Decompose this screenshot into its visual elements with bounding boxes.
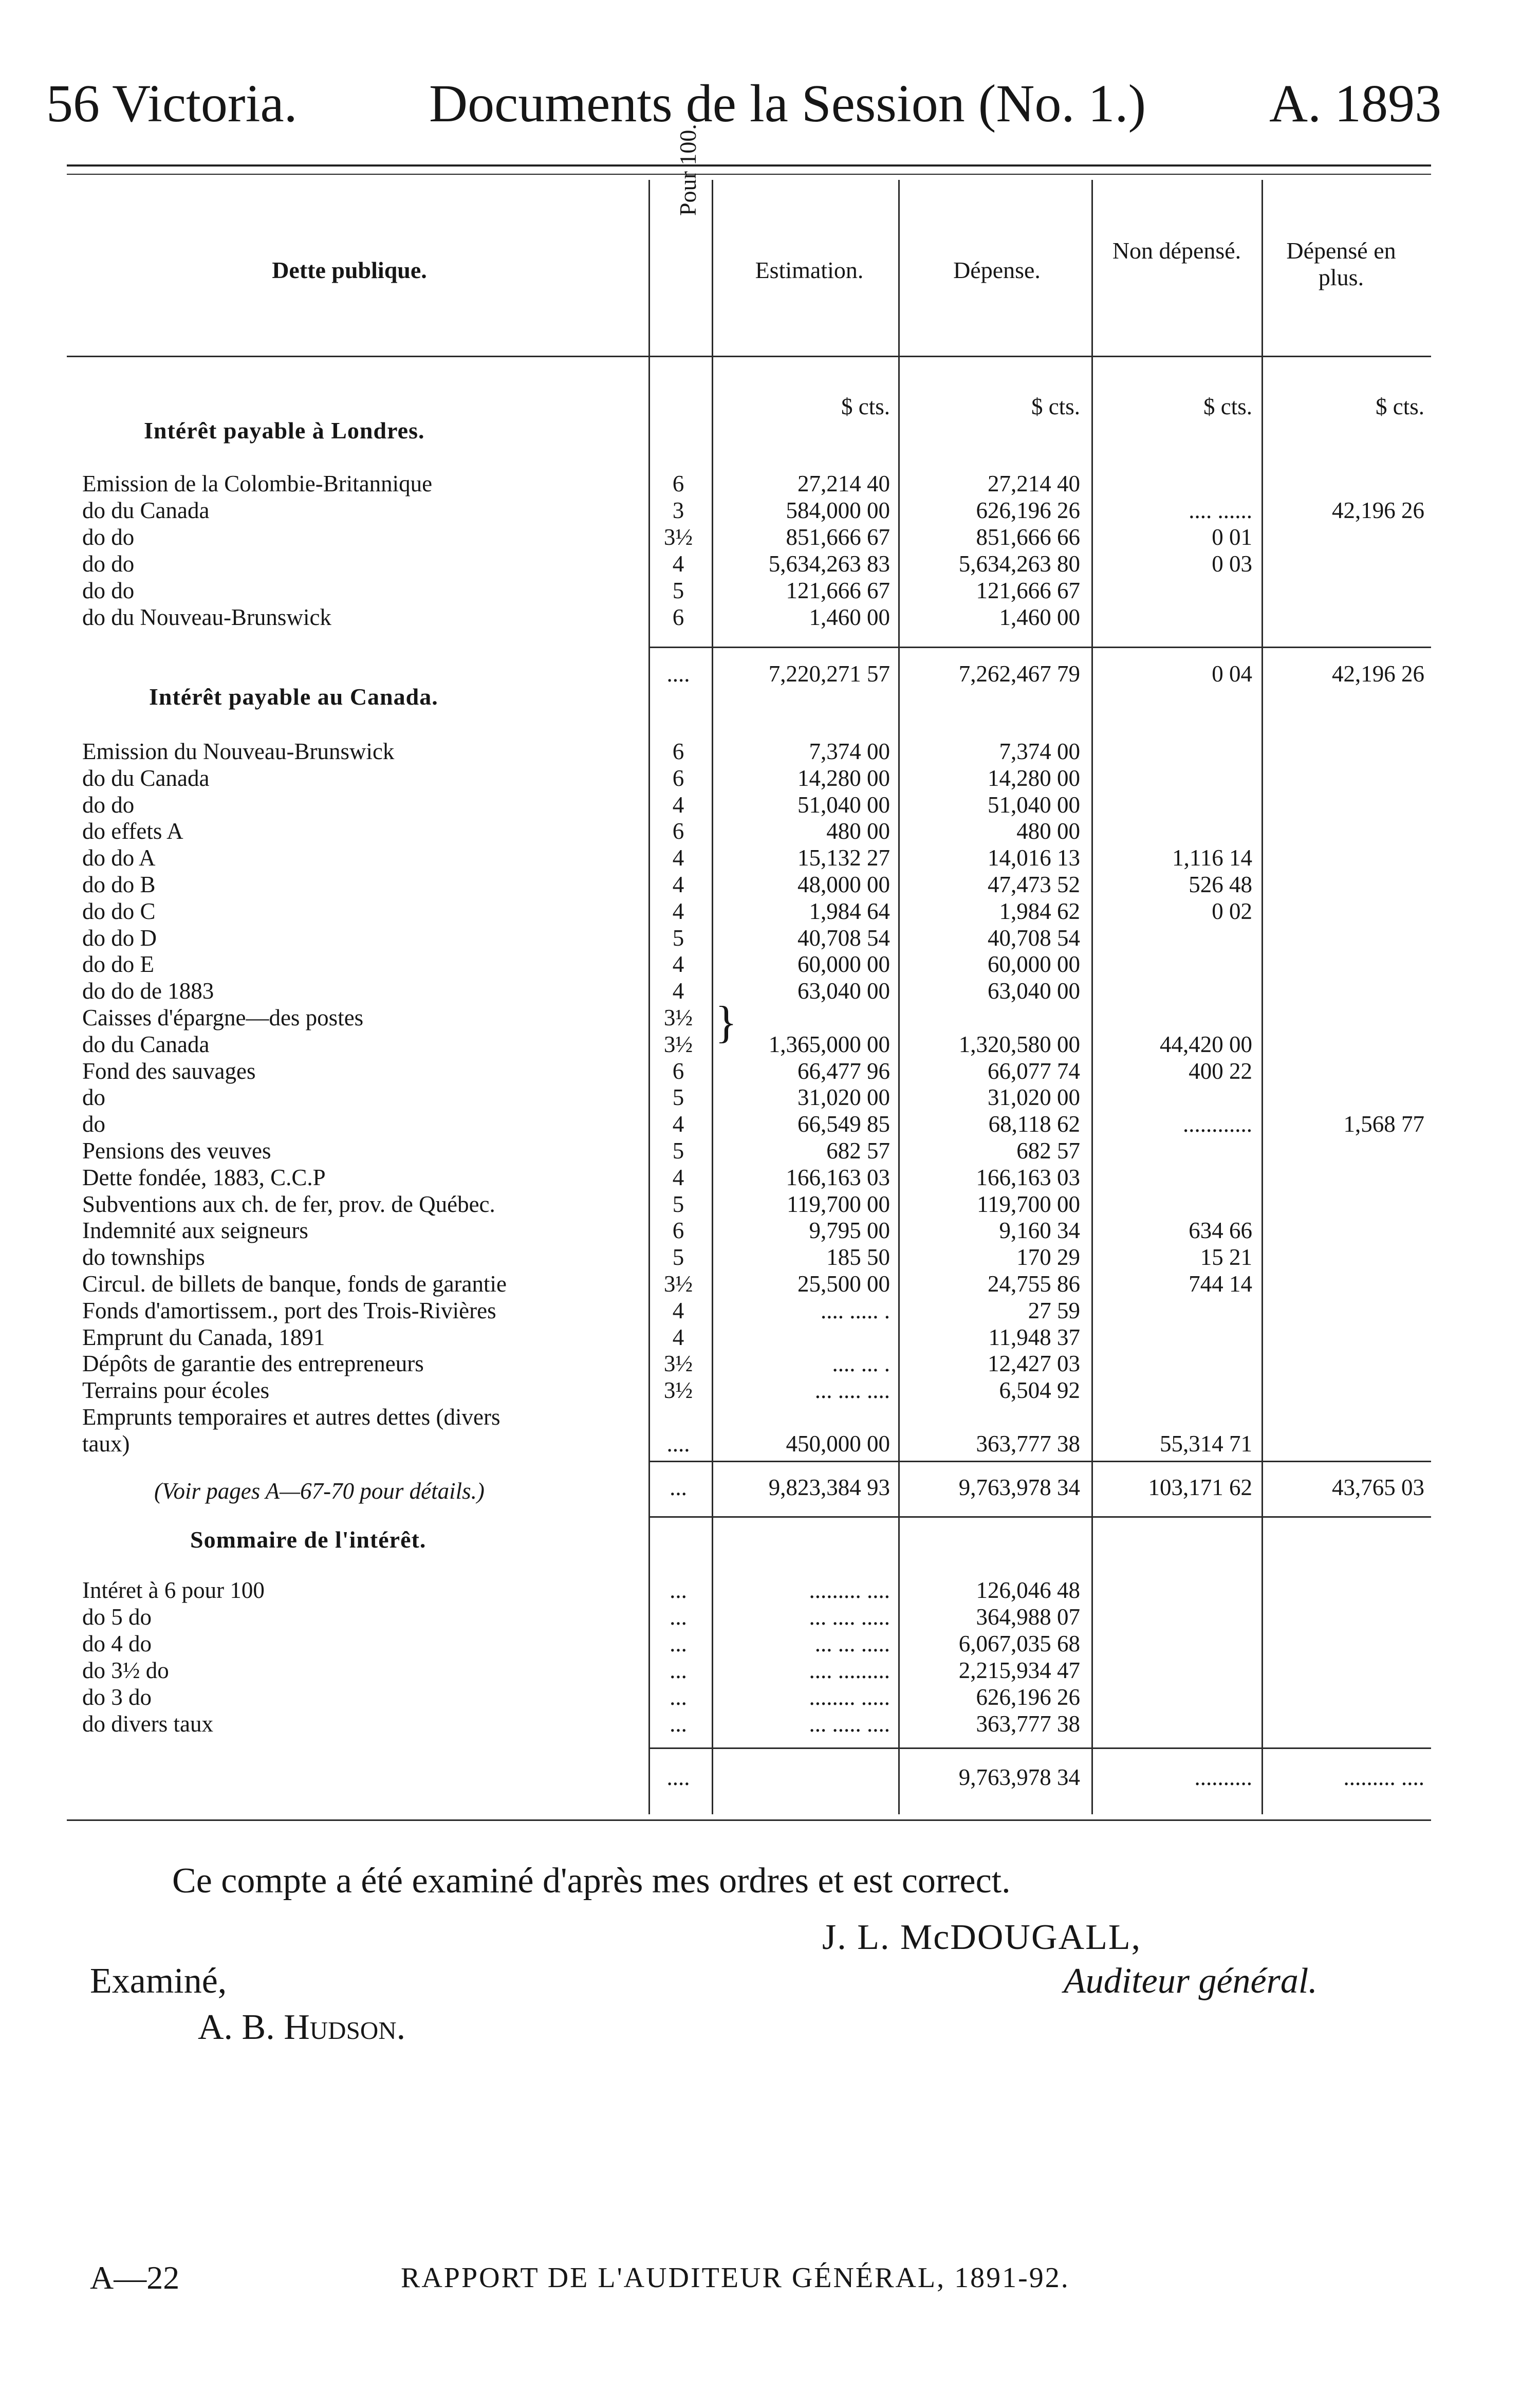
row-overspent: 42,196 26 <box>1332 661 1424 687</box>
row-rate: 6 <box>672 1058 684 1084</box>
row-unspent: 744 14 <box>1189 1271 1252 1297</box>
row-label: do du Canada <box>82 498 210 523</box>
table-row <box>0 738 1540 765</box>
unit-estimate: $ cts. <box>841 394 890 419</box>
table-row <box>0 1324 1540 1351</box>
row-estimate: ... ..... .... <box>809 1711 890 1737</box>
row-unspent: 1,116 14 <box>1172 845 1252 871</box>
table-row <box>0 1217 1540 1244</box>
row-unspent: .......... <box>1194 1764 1252 1790</box>
row-spent: 6,067,035 68 <box>958 1631 1080 1656</box>
row-rate: .... <box>666 661 690 687</box>
row-overspent: 43,765 03 <box>1332 1475 1424 1500</box>
header-session: 56 Victoria. <box>46 74 298 133</box>
row-estimate: 682 57 <box>826 1138 890 1164</box>
row-label: do do <box>82 551 135 577</box>
unit-overspent: $ cts. <box>1376 394 1424 419</box>
header-year: A. 1893 <box>1269 74 1442 133</box>
col-header-overspent: Dépensé en plus. <box>1286 237 1396 290</box>
row-estimate: 119,700 00 <box>787 1191 890 1217</box>
col-header-label: Dette publique. <box>272 257 427 283</box>
row-spent: 27 59 <box>1028 1297 1080 1323</box>
table-row <box>0 1604 1540 1630</box>
row-estimate: 9,795 00 <box>809 1218 890 1244</box>
row-spent: 5,634,263 80 <box>958 551 1080 577</box>
table-row <box>0 470 1540 497</box>
row-label: Fonds d'amortissem., port des Trois-Rivières <box>82 1297 496 1323</box>
row-estimate: ... .... ..... <box>809 1604 890 1630</box>
table-row <box>0 1111 1540 1137</box>
row-spent: 9,160 34 <box>999 1218 1080 1244</box>
row-rate: 6 <box>672 739 684 764</box>
row-estimate: 66,549 85 <box>797 1111 890 1137</box>
row-rate: ... <box>670 1684 687 1710</box>
table-row <box>0 791 1540 818</box>
table-row <box>0 898 1540 925</box>
row-label: do du Canada <box>82 765 210 791</box>
section-canada-title: Intérêt payable au Canada. <box>149 684 438 710</box>
table-row <box>0 497 1540 524</box>
row-spent: 6,504 92 <box>999 1377 1080 1404</box>
canada-total-bottom-rule <box>648 1516 1431 1518</box>
row-spent: 480 00 <box>1016 818 1080 844</box>
table-row <box>0 1164 1540 1191</box>
table-row <box>0 1577 1540 1604</box>
row-rate: 5 <box>672 578 684 603</box>
row-spent: 14,280 00 <box>988 765 1080 791</box>
row-label: Emission de la Colombie-Britannique <box>82 471 433 496</box>
row-label: do 4 do <box>82 1631 152 1656</box>
row-rate: 6 <box>672 765 684 791</box>
row-unspent: 400 22 <box>1189 1058 1252 1084</box>
col-header-rate: Pour 100. <box>675 124 701 216</box>
footer-page-number: A—22 <box>90 2259 180 2296</box>
row-label: do effets A <box>82 818 183 844</box>
row-spent: 1,460 00 <box>999 604 1080 630</box>
row-spent: 364,988 07 <box>976 1604 1080 1630</box>
london-total-rule <box>648 647 1431 648</box>
table-row <box>0 1657 1540 1684</box>
table-row <box>0 1244 1540 1271</box>
row-rate: ... <box>670 1475 687 1500</box>
row-spent: 121,666 67 <box>976 578 1080 603</box>
row-rate: 3½ <box>663 1031 693 1057</box>
table-row <box>0 1377 1540 1404</box>
row-label: do du Nouveau-Brunswick <box>82 604 331 630</box>
row-estimate: ........ ..... <box>809 1684 890 1710</box>
row-estimate: 60,000 00 <box>797 951 890 978</box>
row-spent: 14,016 13 <box>988 845 1080 871</box>
row-label: do do <box>82 791 135 818</box>
table-row <box>0 550 1540 577</box>
row-spent: 12,427 03 <box>988 1351 1080 1377</box>
row-label: taux) <box>82 1430 130 1457</box>
row-label: do 3 do <box>82 1684 152 1710</box>
signatory-name: J. L. McDOUGALL, <box>822 1918 1142 1957</box>
row-rate: .... <box>666 1430 690 1457</box>
row-rate: 3½ <box>663 1377 693 1404</box>
row-rate: 5 <box>672 1084 684 1111</box>
row-label: do do D <box>82 925 157 951</box>
row-rate: ... <box>670 1577 687 1603</box>
row-estimate: 584,000 00 <box>786 498 890 523</box>
row-estimate: 121,666 67 <box>786 578 890 603</box>
row-label: Circul. de billets de banque, fonds de garantie <box>82 1271 507 1297</box>
row-rate: ... <box>670 1604 687 1630</box>
row-rate: 6 <box>672 1218 684 1244</box>
row-overspent: ......... .... <box>1343 1764 1424 1790</box>
row-label: Fond des sauvages <box>82 1058 256 1084</box>
row-spent: 626,196 26 <box>976 498 1080 523</box>
row-spent: 60,000 00 <box>988 951 1080 978</box>
table-row <box>0 1004 1540 1031</box>
table-row <box>0 1404 1540 1430</box>
row-spent: 68,118 62 <box>988 1111 1080 1137</box>
row-estimate: 48,000 00 <box>797 872 890 897</box>
table-row <box>0 1084 1540 1111</box>
row-label: Intéret à 6 pour 100 <box>82 1577 265 1603</box>
table-row <box>0 577 1540 604</box>
row-label: Indemnité aux seigneurs <box>82 1218 308 1244</box>
table-row <box>0 818 1540 844</box>
row-estimate: .... ..... . <box>821 1297 890 1323</box>
row-rate: 3 <box>672 498 684 523</box>
header-title: Documents de la Session (No. 1.) <box>429 74 1146 133</box>
row-rate: .... <box>666 1764 690 1790</box>
row-estimate: 450,000 00 <box>786 1430 890 1457</box>
row-estimate: 27,214 40 <box>797 471 890 496</box>
section-london-title: Intérêt payable à Londres. <box>144 417 425 444</box>
row-rate: 4 <box>672 1324 684 1350</box>
row-estimate: 31,020 00 <box>797 1084 890 1111</box>
row-rate: 3½ <box>663 524 693 550</box>
row-unspent: 15 21 <box>1200 1244 1252 1271</box>
row-rate: 4 <box>672 872 684 897</box>
row-unspent: ............ <box>1183 1111 1252 1137</box>
table-row <box>0 524 1540 550</box>
section-summary-title: Sommaire de l'intérêt. <box>190 1526 426 1553</box>
row-unspent: 526 48 <box>1189 872 1252 897</box>
row-rate: 3½ <box>663 1271 693 1297</box>
table-row <box>0 1137 1540 1164</box>
row-estimate: 1,460 00 <box>809 604 890 630</box>
row-rate: 6 <box>672 818 684 844</box>
table-row <box>0 1710 1540 1737</box>
row-label: Emprunt du Canada, 1891 <box>82 1324 325 1350</box>
row-spent: 119,700 00 <box>977 1191 1080 1217</box>
table-row <box>0 1271 1540 1297</box>
table-row <box>0 1474 1540 1501</box>
row-estimate: 185 50 <box>826 1244 890 1271</box>
canada-total-rule <box>648 1461 1431 1462</box>
table-row <box>0 1684 1540 1710</box>
row-spent: 1,984 62 <box>999 898 1080 924</box>
row-estimate: .... ... . <box>832 1351 890 1377</box>
row-spent: 851,666 66 <box>976 524 1080 550</box>
col-header-unspent: Non dépensé. <box>1112 237 1241 264</box>
row-estimate: 1,984 64 <box>809 898 890 924</box>
row-spent: 7,262,467 79 <box>958 661 1080 687</box>
row-label: do du Canada <box>82 1031 210 1057</box>
col-header-estimate: Estimation. <box>755 257 864 283</box>
row-spent: 626,196 26 <box>976 1684 1080 1710</box>
row-rate: 3½ <box>663 1351 693 1377</box>
table-row <box>0 604 1540 631</box>
row-label: do divers taux <box>82 1711 213 1737</box>
row-spent: 31,020 00 <box>988 1084 1080 1111</box>
row-estimate: 166,163 03 <box>786 1164 890 1190</box>
row-rate: 5 <box>672 925 684 951</box>
row-unspent: .... ...... <box>1189 498 1252 523</box>
row-rate: 4 <box>672 1297 684 1323</box>
row-estimate: 63,040 00 <box>797 978 890 1004</box>
table-row <box>0 765 1540 791</box>
row-estimate: 14,280 00 <box>797 765 890 791</box>
row-unspent: 55,314 71 <box>1160 1430 1252 1457</box>
table-row <box>0 1297 1540 1324</box>
row-estimate: 851,666 67 <box>786 524 890 550</box>
row-label: Emprunts temporaires et autres dettes (divers <box>82 1404 500 1430</box>
voir-note: (Voir pages A—67-70 pour détails.) <box>154 1478 485 1504</box>
unit-spent: $ cts. <box>1031 394 1080 419</box>
row-rate: 4 <box>672 978 684 1004</box>
row-estimate: 1,365,000 00 <box>768 1031 890 1057</box>
row-unspent: 44,420 00 <box>1160 1031 1252 1057</box>
examined-label: Examiné, <box>90 1961 227 2001</box>
row-unspent: 0 02 <box>1212 898 1252 924</box>
row-label: Emission du Nouveau-Brunswick <box>82 739 395 764</box>
row-unspent: 634 66 <box>1189 1218 1252 1244</box>
certification-statement: Ce compte a été examiné d'après mes ordres et est correct. <box>172 1861 1011 1901</box>
row-rate: 5 <box>672 1191 684 1217</box>
row-label: Subventions aux ch. de fer, prov. de Québec. <box>82 1191 495 1217</box>
row-estimate: .... ......... <box>809 1658 890 1683</box>
row-rate: 3½ <box>663 1005 693 1030</box>
row-rate: 4 <box>672 551 684 577</box>
footer-report-title: RAPPORT DE L'AUDITEUR GÉNÉRAL, 1891-92. <box>401 2262 1070 2294</box>
row-overspent: 1,568 77 <box>1343 1111 1424 1137</box>
row-spent: 11,948 37 <box>988 1324 1080 1350</box>
row-spent: 170 29 <box>1016 1244 1080 1271</box>
row-label: Dette fondée, 1883, C.C.P <box>82 1164 326 1190</box>
table-row <box>0 1430 1540 1457</box>
row-label: Terrains pour écoles <box>82 1377 270 1404</box>
table-row <box>0 1031 1540 1058</box>
row-label: do do B <box>82 872 156 897</box>
row-spent: 166,163 03 <box>976 1164 1080 1190</box>
row-estimate: 66,477 96 <box>797 1058 890 1084</box>
table-row <box>0 1630 1540 1657</box>
row-spent: 27,214 40 <box>988 471 1080 496</box>
row-estimate: ......... .... <box>809 1577 890 1603</box>
row-overspent: 42,196 26 <box>1332 498 1424 523</box>
row-rate: 4 <box>672 1164 684 1190</box>
row-spent: 682 57 <box>1016 1138 1080 1164</box>
row-label: do do C <box>82 898 156 924</box>
row-estimate: 5,634,263 83 <box>768 551 890 577</box>
signatory-title: Auditeur général. <box>1064 1961 1318 2001</box>
col-header-spent: Dépense. <box>953 257 1041 283</box>
row-label: Pensions des veuves <box>82 1138 271 1164</box>
row-rate: ... <box>670 1631 687 1656</box>
row-label: do <box>82 1084 105 1111</box>
table-row <box>0 951 1540 978</box>
row-label: do townships <box>82 1244 205 1271</box>
row-label: do do <box>82 578 135 603</box>
row-estimate: ... .... .... <box>814 1377 890 1404</box>
row-rate: 4 <box>672 951 684 978</box>
examiner-name: A. B. Hudson. <box>198 2008 406 2047</box>
row-rate: ... <box>670 1711 687 1737</box>
row-label: do do <box>82 524 135 550</box>
row-unspent: 0 04 <box>1212 661 1252 687</box>
row-rate: 6 <box>672 471 684 496</box>
unit-unspent: $ cts. <box>1203 394 1252 419</box>
row-estimate: 40,708 54 <box>797 925 890 951</box>
row-spent: 51,040 00 <box>988 791 1080 818</box>
row-rate: 4 <box>672 791 684 818</box>
row-spent: 47,473 52 <box>988 872 1080 897</box>
row-estimate: ... ... ..... <box>814 1631 890 1656</box>
table-row <box>0 925 1540 951</box>
row-spent: 9,763,978 34 <box>958 1764 1080 1790</box>
row-label: do do E <box>82 951 154 978</box>
table-row <box>0 1191 1540 1218</box>
row-estimate: 51,040 00 <box>797 791 890 818</box>
row-estimate: 15,132 27 <box>797 845 890 871</box>
row-spent: 40,708 54 <box>988 925 1080 951</box>
row-spent: 24,755 86 <box>988 1271 1080 1297</box>
row-rate: ... <box>670 1658 687 1683</box>
row-rate: 5 <box>672 1244 684 1271</box>
header-rule-thin <box>67 174 1431 175</box>
row-spent: 363,777 38 <box>976 1430 1080 1457</box>
table-row <box>0 871 1540 898</box>
table-row <box>0 1764 1540 1791</box>
table-row <box>0 1058 1540 1084</box>
row-rate: 5 <box>672 1138 684 1164</box>
savings-brace: } <box>715 998 737 1047</box>
row-spent: 7,374 00 <box>999 739 1080 764</box>
table-row <box>0 1350 1540 1377</box>
row-estimate: 7,220,271 57 <box>768 661 890 687</box>
row-spent: 63,040 00 <box>988 978 1080 1004</box>
row-estimate: 7,374 00 <box>809 739 890 764</box>
row-rate: 4 <box>672 845 684 871</box>
header-rule-thick <box>67 164 1431 167</box>
row-unspent: 0 01 <box>1212 524 1252 550</box>
row-label: Caisses d'épargne—des postes <box>82 1005 364 1030</box>
row-spent: 9,763,978 34 <box>958 1475 1080 1500</box>
row-unspent: 103,171 62 <box>1148 1475 1252 1500</box>
table-row <box>0 844 1540 871</box>
row-spent: 2,215,934 47 <box>958 1658 1080 1683</box>
row-estimate: 25,500 00 <box>797 1271 890 1297</box>
row-spent: 363,777 38 <box>976 1711 1080 1737</box>
table-bottom-rule <box>67 1819 1431 1821</box>
row-unspent: 0 03 <box>1212 551 1252 577</box>
row-label: do do A <box>82 845 156 871</box>
row-spent: 1,320,580 00 <box>958 1031 1080 1057</box>
row-estimate: 480 00 <box>826 818 890 844</box>
table-row <box>0 978 1540 1004</box>
row-label: do <box>82 1111 105 1137</box>
row-label: Dépôts de garantie des entrepreneurs <box>82 1351 424 1377</box>
row-estimate: 9,823,384 93 <box>768 1475 890 1500</box>
row-rate: 6 <box>672 604 684 630</box>
row-label: do do de 1883 <box>82 978 214 1004</box>
row-label: do 5 do <box>82 1604 152 1630</box>
row-label: do 3½ do <box>82 1658 169 1683</box>
row-rate: 4 <box>672 1111 684 1137</box>
row-spent: 66,077 74 <box>988 1058 1080 1084</box>
summary-total-rule <box>648 1747 1431 1749</box>
row-rate: 4 <box>672 898 684 924</box>
header-bottom-rule <box>67 356 1431 357</box>
row-spent: 126,046 48 <box>976 1577 1080 1603</box>
